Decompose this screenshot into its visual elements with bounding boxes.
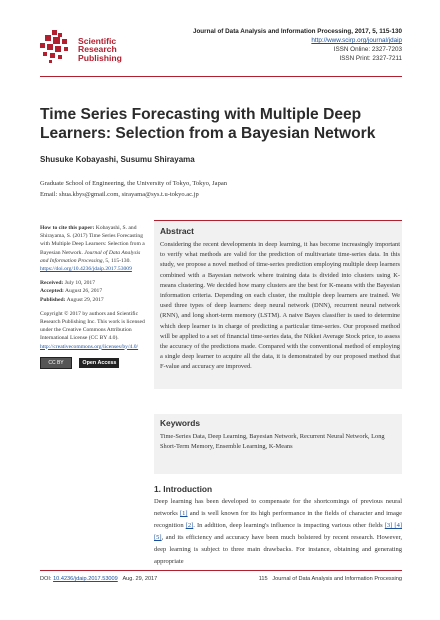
intro-text-1: Deep learning has been developed to compensate for the shortcomings of previous neural networks [154, 498, 402, 517]
authors: Shusuke Kobayashi, Susumu Shirayama [40, 155, 195, 164]
received-label: Received: [40, 280, 64, 287]
sidebar [40, 224, 148, 369]
intro-text-2: and is well known for its high performance in the fields of character and image recognition [154, 510, 403, 529]
journal-url-link[interactable]: http://www.scirp.org/journal/jdaip [311, 37, 402, 44]
publisher-name-line: Research [78, 44, 117, 55]
abstract-heading: Abstract [160, 226, 194, 236]
license-link[interactable]: http://creativecommons.org/licenses/by/4.0/ [40, 343, 139, 350]
keywords-heading: Keywords [160, 418, 201, 428]
received-date: July 10, 2017 [64, 280, 96, 287]
footer-journal: Journal of Data Analysis and Information Processing [272, 576, 402, 582]
intro-text-3: . In addition, deep learning's influence is impacting various other fields [193, 522, 383, 529]
cite-label: How to cite this paper: [40, 225, 95, 231]
ref-link[interactable]: [1] [179, 510, 188, 517]
cite-text: Kobayashi, S. and Shirayama, S. (2017) Time Series Forecasting with Multiple Deep Learners: Selection from a Bayesian Network. [40, 225, 145, 256]
doi-link[interactable]: 10.4236/jdaip.2017.53009 [53, 576, 118, 582]
cite-pages: 5, 115-130. [105, 257, 131, 264]
publisher-name-line: Publishing [78, 52, 122, 63]
email: Email: shua.kbys@gmail.com, sirayama@sys.t.u-tokyo.ac.jp [40, 191, 199, 198]
doi-label: DOI: [40, 576, 52, 582]
cite-doi-link[interactable]: https://doi.org/10.4236/jdaip.2017.53009 [40, 266, 132, 273]
affiliation: Graduate School of Engineering, the University of Tokyo, Tokyo, Japan [40, 180, 227, 187]
footer-right [259, 576, 402, 582]
open-access-badge: Open Access [79, 358, 119, 368]
intro-text-4: , and its efficiency and accuracy have been much bolstered by recent research. However, deep learning is subject to three main drawbacks. For instance, obtaining and generating appropriate [154, 534, 402, 565]
cc-license-badge[interactable]: CC BY [40, 357, 72, 369]
intro-heading: 1. Introduction [154, 484, 213, 494]
copyright [40, 310, 148, 351]
copyright-text: Copyright © 2017 by authors and Scientific Research Publishing Inc. This work is licensed under the Creative Commons Attribution International License (CC BY 4.0). [40, 310, 145, 342]
abstract-text: Considering the recent developments in deep learning, it has become increasingly important to verify what methods are valid for the prediction of multivariate time-series data. In this study, we propose a novel method of time-series prediction employing multiple deep learners combined with a Bayesian network where training data is divided into clusters using K-means clustering. We decided how many clusters are the best for K-means with the Bayesian information criteria. Depending on each cluster, the multiple deep learners are trained. We used three types of deep learners: deep neural network (DNN), recurrent neural network (RNN), and long short-term memory (LSTM). A naive Bayes classifier is used to determine which deep learner is in charge of predicting a particular time-series. Our proposed method will be applied to a set of financial time-series data, the Nikkei Average Stock price, to assess the accuracy of the predictions made. Compared with the conventional method of employing a single deep learner to acquire all the data, it is demonstrated by our proposed method that F-value and accuracy are improved. [160, 241, 400, 371]
journal-info [193, 27, 402, 63]
paper-title: Time Series Forecasting with Multiple Deep Learners: Selection from a Bayesian Network [40, 106, 376, 142]
published-date: August 29, 2017 [66, 296, 104, 303]
published-label: Published: [40, 296, 66, 303]
page-number: 115 [258, 576, 268, 582]
issn-print: ISSN Print: 2327-7211 [339, 55, 402, 62]
footer-date: Aug. 29, 2017 [122, 576, 158, 582]
ref-link[interactable]: [3] [4] [5] [154, 522, 402, 541]
citation [40, 224, 148, 273]
accepted-date: August 26, 2017 [65, 288, 103, 295]
affiliation-block [40, 178, 370, 200]
intro-paragraph [154, 496, 402, 568]
issn-online: ISSN Online: 2327-7203 [333, 46, 402, 53]
publisher-name [78, 37, 122, 62]
ref-link[interactable]: [2] [185, 522, 194, 529]
keywords-text: Time-Series Data, Deep Learning, Bayesian Network, Recurrent Neural Network, Long Short-Term Memory, Ensemble Learning, K-Means [160, 433, 385, 451]
footer [40, 576, 157, 582]
dates [40, 279, 148, 304]
cite-journal: Journal of Data Analysis and Information Processing, [40, 249, 141, 264]
publisher-name-line: Scientific [78, 36, 117, 46]
accepted-label: Accepted: [40, 288, 64, 295]
publisher-logo-icon [40, 30, 74, 64]
footer-divider [40, 570, 402, 571]
journal-line: Journal of Data Analysis and Information Processing, 2017, 5, 115-130 [192, 28, 402, 35]
badges [40, 357, 148, 369]
header-divider [40, 76, 402, 77]
